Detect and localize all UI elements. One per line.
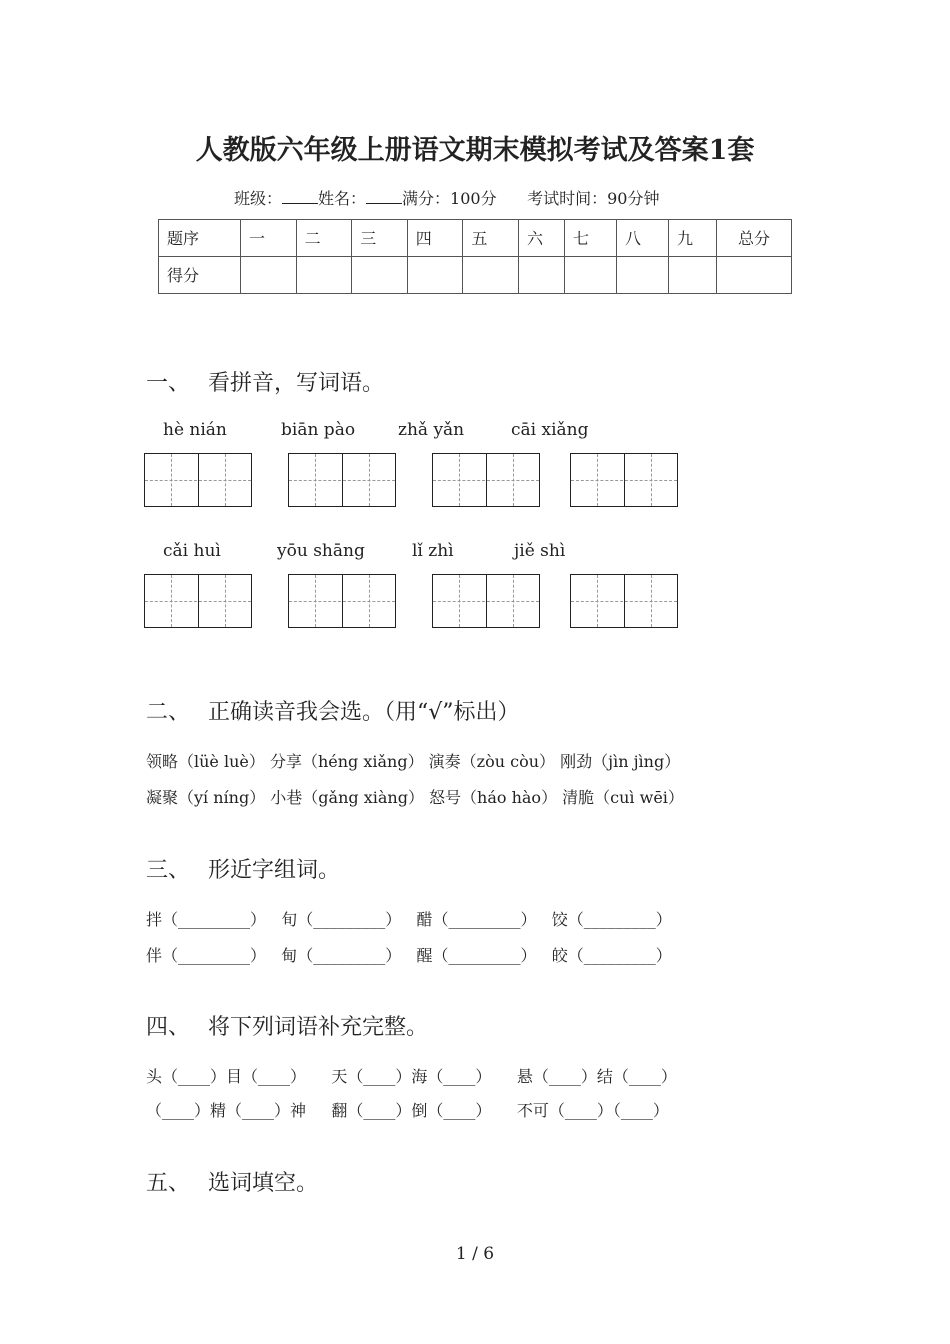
- header-cell: 总分: [717, 220, 792, 257]
- score-cell: [617, 257, 669, 294]
- exam-info: [234, 186, 659, 209]
- header-cell: 三: [352, 220, 408, 257]
- score-cell: [352, 257, 408, 294]
- section4-heading: [146, 1010, 428, 1041]
- page-title: 人教版六年级上册语文期末模拟考试及答案1套: [195, 135, 755, 166]
- score-cell: [565, 257, 617, 294]
- writing-grid[interactable]: [432, 453, 540, 507]
- score-table-header-row: [159, 220, 792, 257]
- exam-time: 考试时间：90分钟: [527, 189, 660, 208]
- full-score: 满分：100分: [402, 189, 497, 208]
- section2-title: 正确读音我会选。（用“√”标出）: [208, 700, 520, 725]
- section2-line: 凝聚（yí níng） 小巷（gǎng xiàng） 怒号（háo hào） 清脆（cuì wēi）: [146, 788, 684, 807]
- class-label: 班级：: [234, 189, 283, 208]
- header-cell: 二: [296, 220, 352, 257]
- pinyin: zhǎ yǎn: [398, 420, 465, 440]
- pinyin: hè nián: [163, 420, 227, 440]
- score-cell: [296, 257, 352, 294]
- score-cell: [519, 257, 565, 294]
- header-cell: 七: [565, 220, 617, 257]
- section2-line: 领略（lüè luè） 分享（héng xiǎng） 演奏（zòu còu） 刚劲（jìn jìng）: [146, 752, 681, 771]
- section5-title: 选词填空。: [208, 1171, 319, 1196]
- score-table-score-row: [159, 257, 792, 294]
- header-cell: 六: [519, 220, 565, 257]
- writing-grid[interactable]: [570, 574, 678, 628]
- class-blank: [282, 189, 318, 204]
- writing-grid[interactable]: [432, 574, 540, 628]
- score-cell: [463, 257, 519, 294]
- section4-number: 四、: [146, 1015, 191, 1040]
- section1-heading: [146, 366, 384, 397]
- name-blank: [366, 189, 402, 204]
- row-label: 得分: [159, 257, 241, 294]
- header-cell: 九: [669, 220, 717, 257]
- page-number: 1 / 6: [455, 1244, 495, 1264]
- pinyin: lǐ zhì: [412, 541, 454, 561]
- score-table: [158, 219, 792, 294]
- writing-grid[interactable]: [288, 574, 396, 628]
- writing-grid[interactable]: [144, 453, 252, 507]
- header-cell: 四: [407, 220, 463, 257]
- section5-heading: [146, 1166, 318, 1197]
- writing-grid[interactable]: [570, 453, 678, 507]
- pinyin: cāi xiǎng: [511, 420, 589, 440]
- header-cell: 一: [241, 220, 297, 257]
- header-cell: 题序: [159, 220, 241, 257]
- score-cell: [669, 257, 717, 294]
- pinyin: biān pào: [281, 420, 356, 440]
- section3-heading: [146, 853, 340, 884]
- name-label: 姓名：: [318, 189, 367, 208]
- pinyin: jiě shì: [514, 541, 566, 561]
- writing-grid[interactable]: [288, 453, 396, 507]
- header-cell: 八: [617, 220, 669, 257]
- section4-title: 将下列词语补充完整。: [208, 1015, 429, 1040]
- section3-line: 伴（_________） 甸（_________） 醒（_________） 皎（_________）: [146, 946, 672, 965]
- section5-number: 五、: [146, 1171, 191, 1196]
- section3-title: 形近字组词。: [208, 858, 341, 883]
- score-cell: [241, 257, 297, 294]
- section3-line: 拌（_________） 旬（_________） 醋（_________） 饺（_________）: [146, 910, 672, 929]
- section4-line: （____）精（____）神 翻（____）倒（____） 不可（____）（____）: [146, 1101, 669, 1120]
- score-cell: [407, 257, 463, 294]
- score-cell: [717, 257, 792, 294]
- header-cell: 五: [463, 220, 519, 257]
- section2-number: 二、: [146, 700, 191, 725]
- section4-line: 头（____）目（____） 天（____）海（____） 悬（____）结（____）: [146, 1067, 677, 1086]
- pinyin: cǎi huì: [163, 541, 221, 561]
- section1-title: 看拼音，写词语。: [208, 371, 385, 396]
- section2-heading: [146, 695, 520, 726]
- pinyin: yōu shāng: [277, 541, 365, 561]
- section1-number: 一、: [146, 371, 191, 396]
- writing-grid[interactable]: [144, 574, 252, 628]
- section3-number: 三、: [146, 858, 191, 883]
